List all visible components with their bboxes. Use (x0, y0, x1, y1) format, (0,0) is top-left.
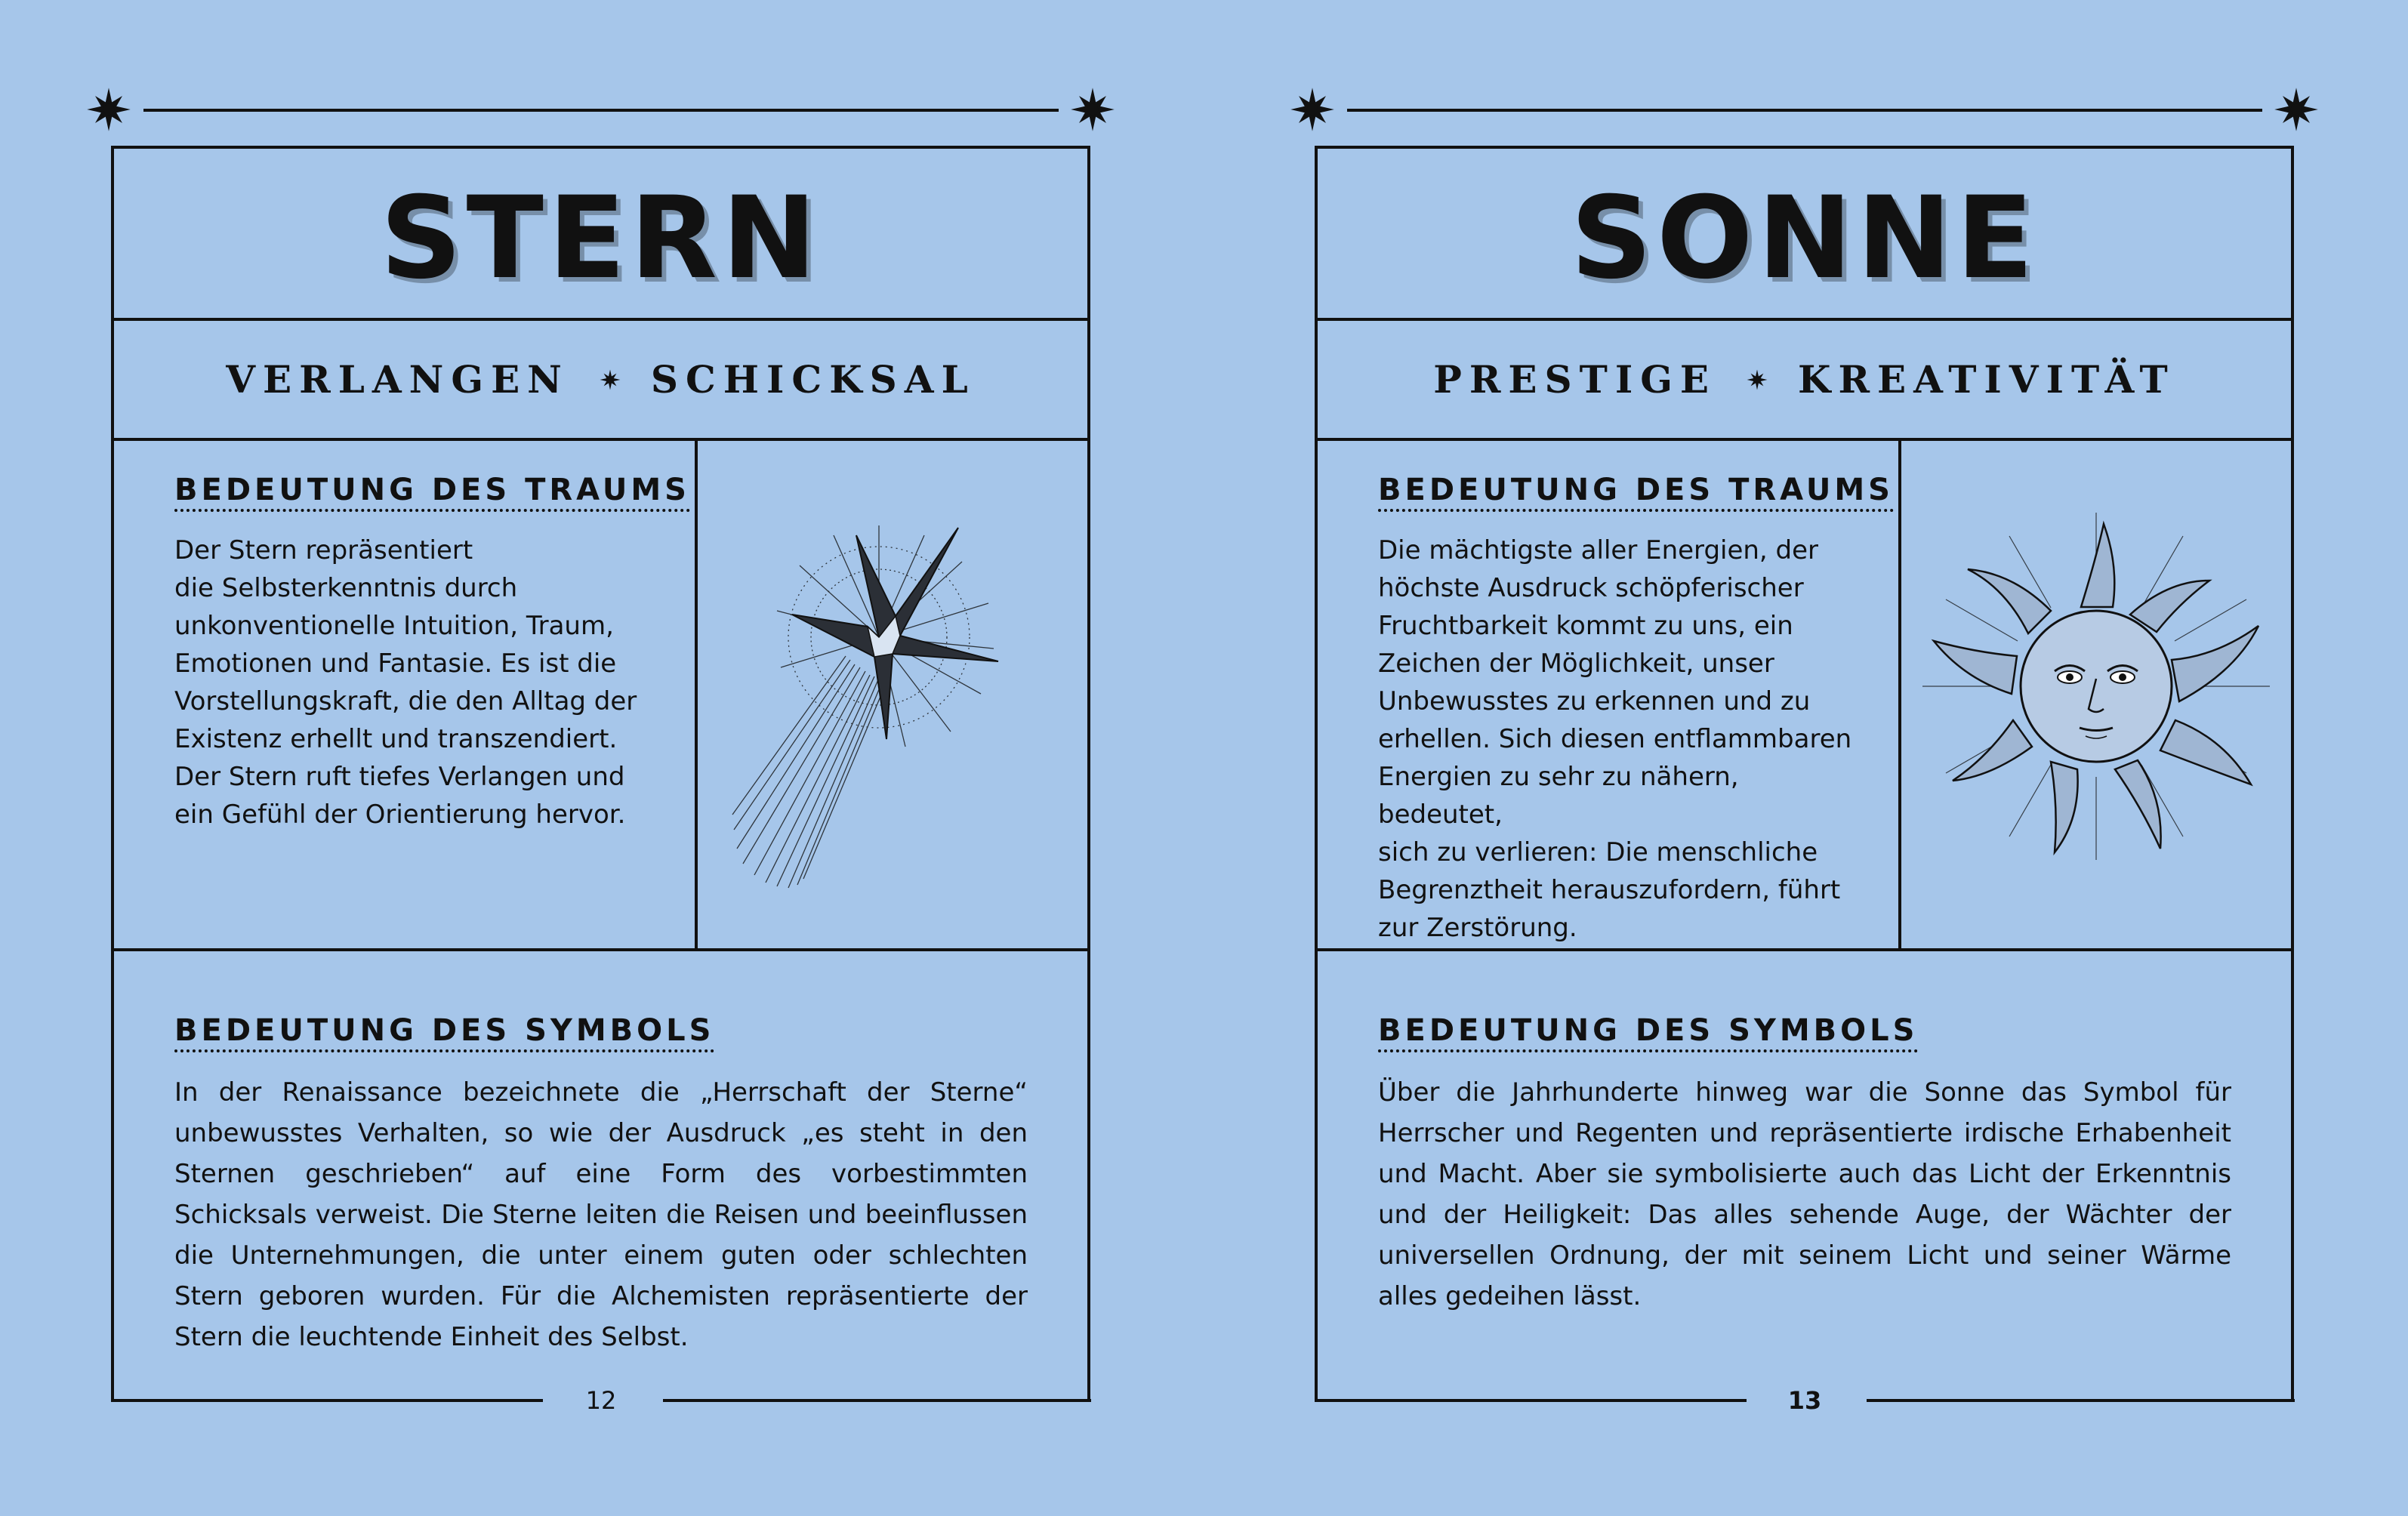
shooting-star-icon (698, 441, 1087, 948)
top-rule (1347, 109, 2262, 112)
separator-star-icon (600, 369, 621, 390)
page-title: STERN (380, 173, 822, 304)
dream-meaning-section (1318, 441, 1901, 951)
corner-star-icon (2274, 87, 2319, 132)
symbol-meaning-section (1318, 951, 2291, 1405)
bottom-rule (1867, 1399, 2295, 1402)
keywords-bar (114, 321, 1087, 441)
title-box (114, 149, 1087, 321)
page-title: SONNE (1570, 173, 2039, 304)
symbol-meaning-section (114, 951, 1087, 1405)
bottom-rule (663, 1399, 1091, 1402)
keyword: SCHICKSAL (650, 357, 976, 402)
bottom-rule (111, 1399, 543, 1402)
keyword: VERLANGEN (226, 357, 569, 402)
illustration-panel (698, 441, 1087, 951)
dream-meaning-section (114, 441, 698, 951)
corner-star-icon (86, 87, 131, 132)
section-heading: BEDEUTUNG DES SYMBOLS (1378, 1013, 1918, 1052)
keywords-bar (1318, 321, 2291, 441)
card-frame (111, 146, 1090, 1402)
title-box (1318, 149, 2291, 321)
dream-text: Die mächtigste aller Energien, der höchste Ausdruck schöpferischer Fruchtbarkeit kommt zu uns, ein Zeichen der Möglichkeit, unser Unbewusstes zu erkennen und zu erhellen. Sich diesen entflammbaren Energien zu sehr zu nähern, bedeutet, sich zu verlieren: Die menschliche Begrenztheit herauszufordern, führt zur Zerstörung. (1378, 535, 1852, 943)
top-rule (143, 109, 1059, 112)
dream-text: Der Stern repräsentiert die Selbsterkenntnis durch unkonventionelle Intuition, Traum, Emotionen und Fantasie. Es ist die Vorstellungskraft, die den Alltag der Existenz erhellt und transzendiert. Der Stern ruft tiefes Verlangen und ein Gefühl der Orientierung hervor. (174, 535, 637, 830)
section-heading: BEDEUTUNG DES TRAUMS (174, 473, 690, 512)
illustration-panel (1901, 441, 2291, 951)
separator-star-icon (1747, 369, 1768, 390)
corner-star-icon (1290, 87, 1335, 132)
keyword: PRESTIGE (1433, 357, 1717, 402)
page-number: 13 (1787, 1386, 1822, 1415)
corner-star-icon (1070, 87, 1115, 132)
sun-face-icon (1901, 441, 2291, 948)
symbol-text: In der Renaissance bezeichnete die „Herrschaft der Sterne“ unbewusstes Verhalten, so wie der Ausdruck „es steht in den Sternen geschrieben“ auf eine Form des vorbestimmten Schicksals verweist. Die Sterne leiten die Reisen und beeinflussen die Unternehmungen, die unter einem guten oder schlechten Stern geboren wurden. Für die Alchemisten repräsentierte der Stern die leuchtende Einheit des Selbst. (174, 1077, 1028, 1352)
section-heading: BEDEUTUNG DES SYMBOLS (174, 1013, 714, 1052)
section-heading: BEDEUTUNG DES TRAUMS (1378, 473, 1894, 512)
bottom-rule (1315, 1399, 1747, 1402)
symbol-text: Über die Jahrhunderte hinweg war die Sonne das Symbol für Herrscher und Regenten und repräsentierte irdische Erhabenheit und Macht. Aber sie symbolisierte auch das Licht der Erkenntnis und der Heiligkeit: Das alles sehende Auge, der Wächter der universellen Ordnung, der mit seinem Licht und seiner Wärme alles gedeihen lässt. (1378, 1077, 2231, 1311)
keyword: KREATIVITÄT (1798, 357, 2175, 402)
page-right (1204, 0, 2407, 1516)
card-frame (1315, 146, 2294, 1402)
page-number: 12 (585, 1386, 617, 1415)
